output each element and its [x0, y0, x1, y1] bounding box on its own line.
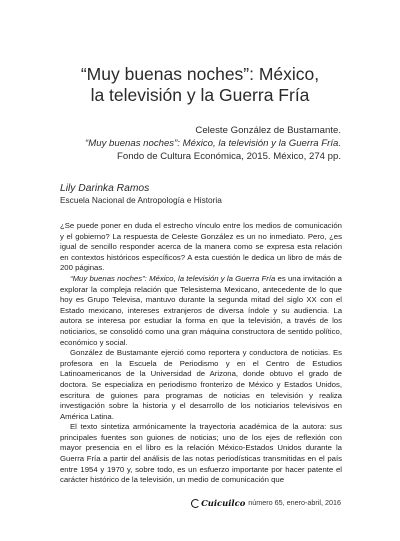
review-title-line-2: la televisión y la Guerra Fría	[90, 85, 310, 105]
paragraph-2-book-title: “Muy buenas noches”: México, la televisión y la Guerra Fría	[70, 273, 276, 283]
paragraph-2-text: es una invitación a explorar la compleja relación que Telesistema Mexicano, antecedente de lo que hoy es Grupo Televisa, mantuvo durante la segunda mitad del siglo XX con el Estado mexicano, intereses extranjeros de diversa índole y su audiencia. La autora se interesa por estudiar la forma en que la televisión, a través de los noticiarios, se consolidó como una gran máquina constructora de sentido político, económico y social.	[60, 273, 342, 347]
journal-logo-text: Cuicuilco	[201, 498, 246, 508]
page-footer	[191, 498, 341, 508]
paragraph-3: González de Bustamante ejerció como reportera y conductora de noticias. Es profesora en la Escuela de Periodismo y en el Centro de Estudios Latinoamericanos de la Universidad de Arizona, donde obtuvo el grado de doctora. Se especializa en periodismo fronterizo de México y Estados Unidos, escritura de guiones para programas de noticias en televisión y realiza investigación sobre la historia y el desarrollo de los noticiarios televisivos en América Latina.	[60, 348, 342, 421]
paragraph-4: El texto sintetiza armónicamente la trayectoria académica de la autora: sus principales fuentes son guiones de noticias; uno de los ejes de reflexión con mayor presencia en el libro es la relación México-Estados Unidos durante la Guerra Fría a partir del análisis de las notas periodísticas transmitidas en el país entre 1954 y 1970 y, sobre todo, es un esfuerzo importante por hacer patente el carácter histórico de la televisión, un medio de comunicación que	[60, 422, 342, 485]
journal-issue: número 65, enero-abril, 2016	[248, 498, 341, 507]
journal-logo	[191, 498, 245, 508]
paragraph-1: ¿Se puede poner en duda el estrecho vínculo entre los medios de comunicación y el gobierno? La respuesta de Celeste González es un no inmediato. Pero, ¿es igual de sencillo responder acerca de la manera como se expresa esta relación en contextos históricos específicos? A esta cuestión le dedica un libro de más de 200 páginas.	[60, 221, 342, 273]
book-title: “Muy buenas noches”: México, la televisión y la Guerra Fría.	[85, 138, 341, 149]
review-title-line-1: “Muy buenas noches”: México,	[80, 64, 320, 84]
book-author: Celeste González de Bustamante.	[195, 125, 341, 136]
review-body	[60, 221, 342, 486]
reviewer-name: Lily Darinka Ramos	[60, 183, 150, 194]
paragraph-2	[60, 274, 342, 348]
reviewer-affiliation: Escuela Nacional de Antropología e Historia	[60, 195, 222, 205]
book-publication: Fondo de Cultura Económica, 2015. México, 274 pp.	[117, 151, 341, 162]
review-title	[0, 64, 400, 106]
journal-logo-mark-icon	[191, 499, 200, 508]
book-reference	[41, 124, 341, 163]
